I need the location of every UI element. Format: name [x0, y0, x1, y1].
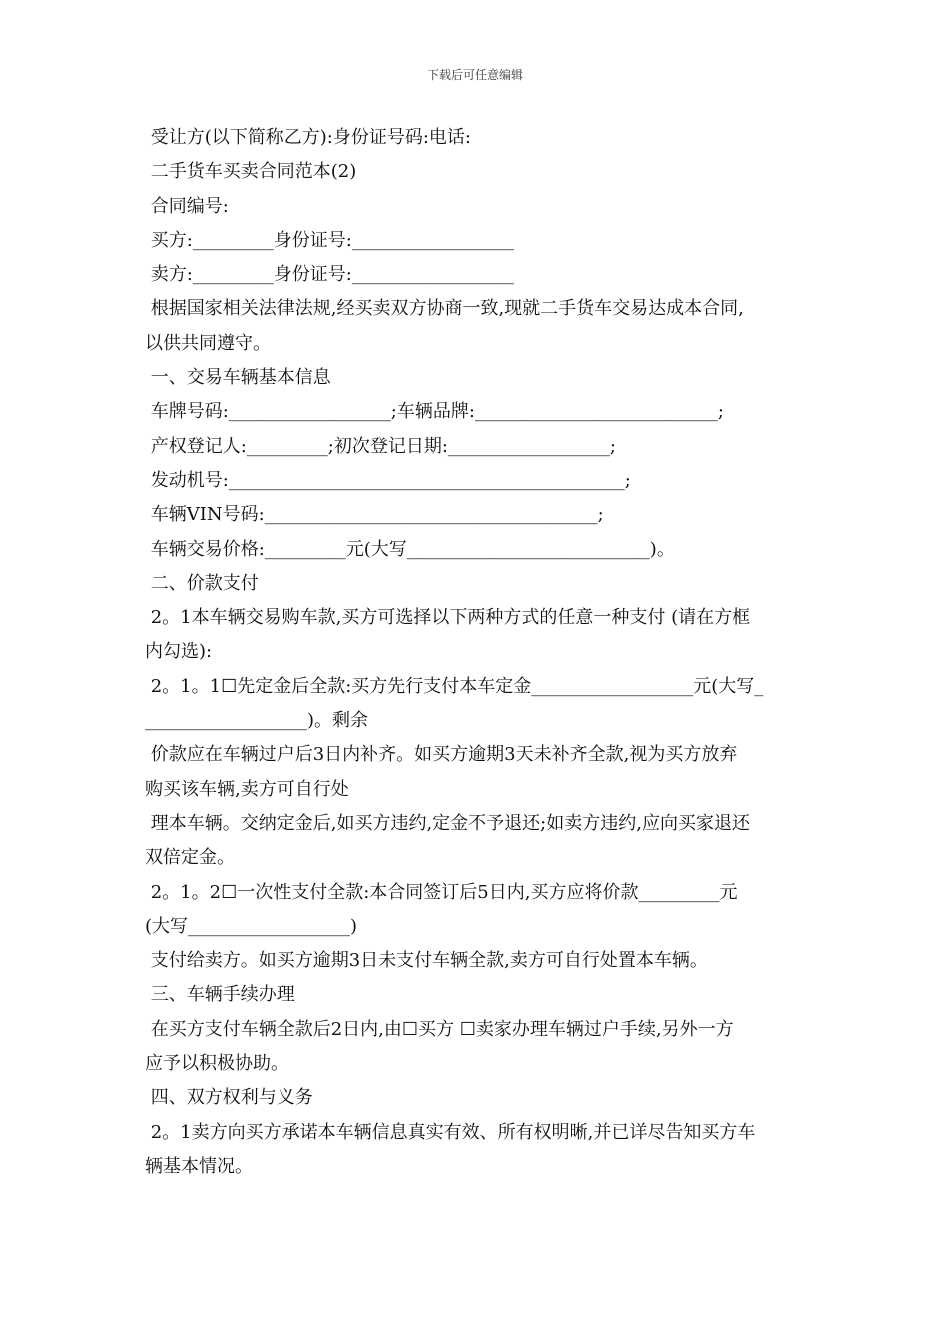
clause-2-1-2-line-2: (大写__________________): [145, 915, 358, 937]
party-b-line: 受让方(以下简称乙方):身份证号码:电话:: [145, 127, 471, 148]
engine-number-line: 发动机号:____________________________________________;: [145, 469, 631, 491]
clause-2-1-line-2: 内勾选):: [145, 641, 213, 663]
section-1-heading: 一、交易车辆基本信息: [145, 367, 331, 389]
deposit-line-1: 理本车辆。交纳定金后,如买方违约,定金不予退还;如卖方违约,应向买家退还: [145, 812, 750, 834]
clause-2-1-2-line-1: 2。1。2☐一次性支付全款:本合同签订后5日内,买方应将价款_________元: [145, 881, 738, 903]
payment-line: 支付给卖方。如买方逾期3日未支付车辆全款,卖方可自行处置本车辆。: [145, 950, 708, 972]
buyer-line: 买方:_________身份证号:__________________: [145, 229, 514, 251]
owner-date-line: 产权登记人:_________;初次登记日期:__________________;: [145, 435, 616, 457]
transfer-line-2: 应予以积极协助。: [145, 1053, 289, 1075]
contract-number-line: 合同编号:: [145, 195, 229, 217]
balance-line-2: 购买该车辆,卖方可自行处: [145, 778, 349, 800]
clause-2-1-1-line-1: 2。1。1☐先定金后全款:买方先行支付本车定金__________________元(大写_: [145, 675, 764, 697]
page-header: 下载后可任意编辑: [426, 68, 523, 82]
section-3-heading: 三、车辆手续办理: [145, 984, 295, 1006]
clause-2-1-line-1: 2。1本车辆交易购车款,买方可选择以下两种方式的任意一种支付 (请在方框: [145, 607, 751, 629]
obligation-line-1: 2。1卖方向买方承诺本车辆信息真实有效、所有权明晰,并已详尽告知买方车: [145, 1121, 756, 1143]
preamble-line-1: 根据国家相关法律法规,经买卖双方协商一致,现就二手货车交易达成本合同,: [145, 298, 744, 320]
deposit-line-2: 双倍定金。: [145, 847, 235, 869]
vin-line: 车辆VIN号码:_____________________________________;: [145, 504, 604, 526]
document-body: [145, 121, 811, 1184]
balance-line-1: 价款应在车辆过户后3日内补齐。如买方逾期3天未补齐全款,视为买方放弃: [145, 744, 738, 766]
section-4-heading: 四、双方权利与义务: [145, 1087, 313, 1109]
section-2-heading: 二、价款支付: [145, 572, 259, 594]
clause-2-1-1-line-2: __________________)。剩余: [145, 710, 369, 732]
seller-line: 卖方:_________身份证号:__________________: [145, 264, 514, 286]
price-line: 车辆交易价格:_________元(大写___________________________)。: [145, 538, 675, 560]
obligation-line-2: 辆基本情况。: [145, 1155, 253, 1177]
preamble-line-2: 以供共同遵守。: [145, 332, 271, 354]
contract-title: 二手货车买卖合同范本(2): [145, 161, 357, 183]
transfer-line-1: 在买方支付车辆全款后2日内,由☐买方 ☐卖家办理车辆过户手续,另外一方: [145, 1018, 734, 1040]
plate-brand-line: 车牌号码:__________________;车辆品牌:___________________________;: [145, 401, 724, 423]
